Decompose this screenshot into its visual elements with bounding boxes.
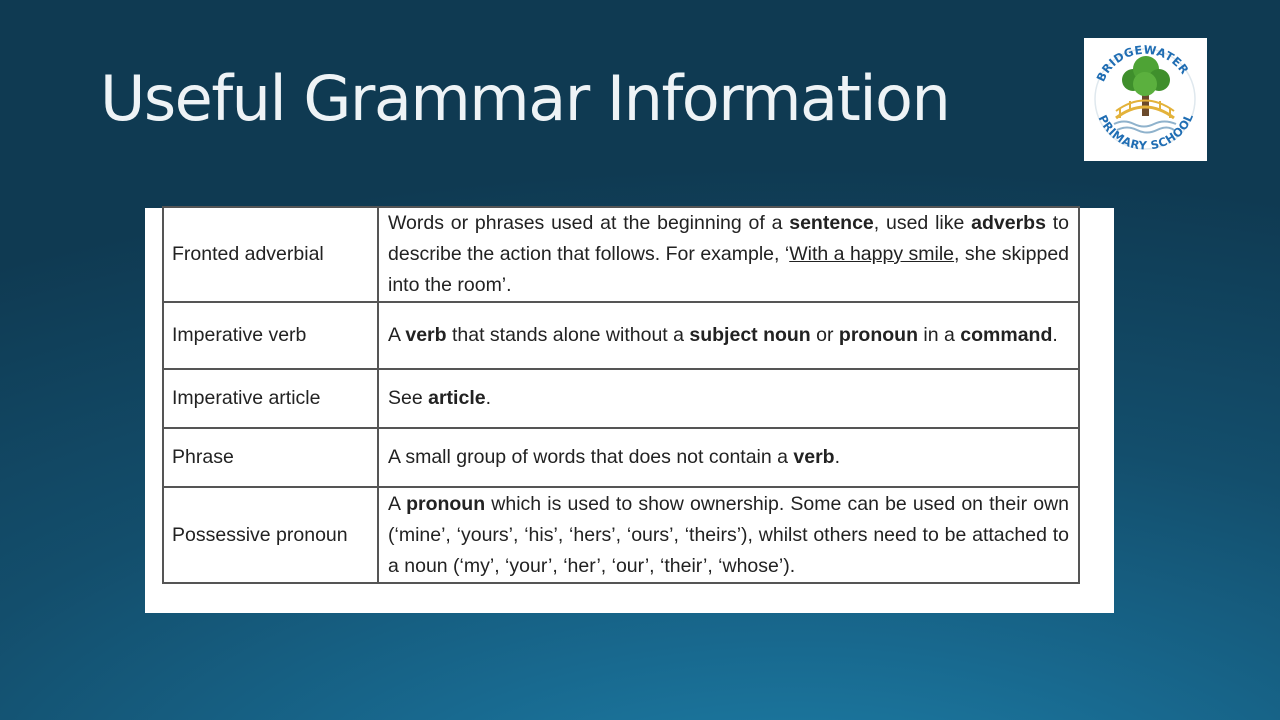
slide-title: Useful Grammar Information — [100, 62, 950, 135]
table-row — [163, 428, 1079, 487]
glossary-image — [145, 208, 1114, 613]
term-cell: Imperative article — [163, 369, 378, 428]
svg-text:BRIDGEWATER: BRIDGEWATER — [1093, 42, 1192, 84]
table-row — [163, 369, 1079, 428]
term-cell: Phrase — [163, 428, 378, 487]
term-cell: Fronted adverbial — [163, 207, 378, 302]
definition-cell: See article. — [378, 369, 1079, 428]
bridgewater-crest-icon — [1084, 38, 1207, 161]
svg-text:PRIMARY SCHOOL: PRIMARY SCHOOL — [1095, 111, 1197, 153]
term-cell: Possessive pronoun — [163, 487, 378, 583]
definition-cell: Words or phrases used at the beginning of a sentence, used like adverbs to describe the action that follows. For example, ‘With a happy smile, she skipped into the room’. — [378, 207, 1079, 302]
table-row — [163, 487, 1079, 583]
term-cell: Imperative verb — [163, 302, 378, 369]
glossary-table — [162, 206, 1080, 584]
table-row — [163, 207, 1079, 302]
definition-cell: A verb that stands alone without a subject noun or pronoun in a command. — [378, 302, 1079, 369]
definition-cell: A pronoun which is used to show ownership. Some can be used on their own (‘mine’, ‘yours’, ‘his’, ‘hers’, ‘ours’, ‘theirs’), whilst others need to be attached to a noun (‘my’, ‘your’, ‘her’, ‘our’, ‘their’, ‘whose’). — [378, 487, 1079, 583]
school-logo — [1084, 38, 1207, 161]
table-row — [163, 302, 1079, 369]
definition-cell: A small group of words that does not contain a verb. — [378, 428, 1079, 487]
